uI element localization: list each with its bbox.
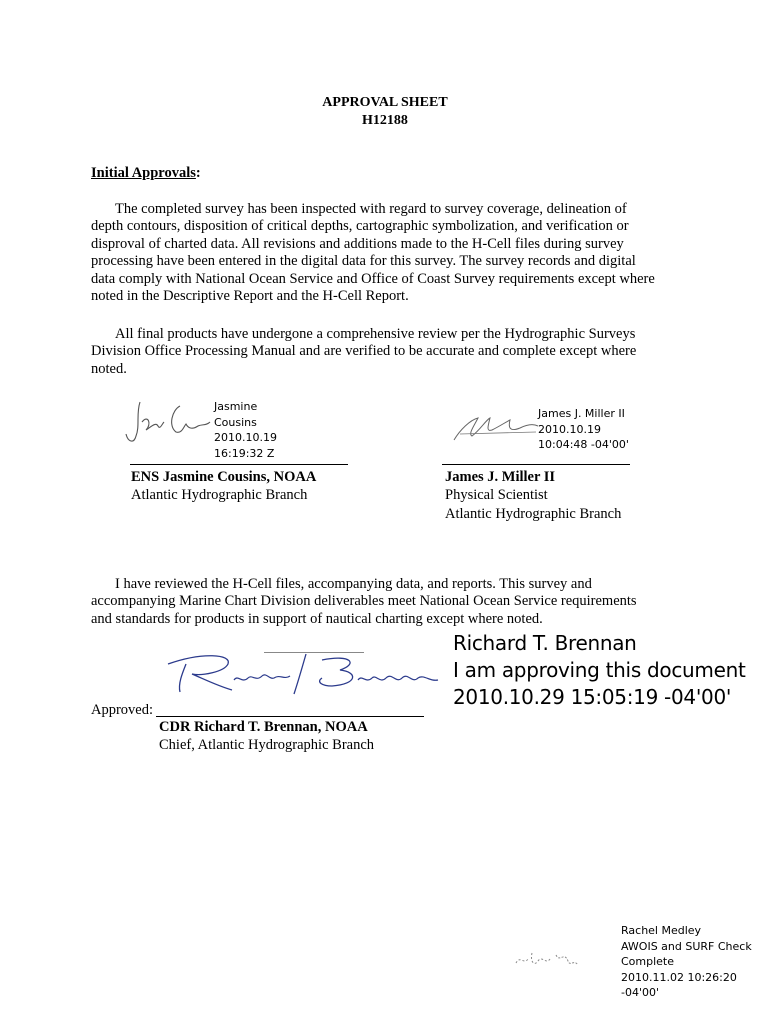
signature-richard-brennan xyxy=(162,650,452,700)
para1-line: The completed survey has been inspected with regard to survey coverage, delineation of xyxy=(115,201,627,217)
para1-line: depth contours, disposition of critical depths, cartographic symbolization, and verification or xyxy=(91,218,629,235)
approved-signature-line xyxy=(156,716,424,717)
review-line: I have reviewed the H-Cell files, accompanying data, and reports. This survey and xyxy=(115,576,592,592)
signer-left-title: Atlantic Hydrographic Branch xyxy=(131,487,308,503)
survey-id: H12188 xyxy=(362,113,408,128)
paragraph-initial xyxy=(91,201,691,305)
stamp-line: Richard T. Brennan xyxy=(453,631,637,655)
stamp-line: I am approving this document xyxy=(453,658,746,682)
stamp-line: James J. Miller II xyxy=(538,407,625,420)
stamp-line: AWOIS and SURF Check xyxy=(621,939,752,953)
stamp-line: Jasmine xyxy=(214,400,258,413)
heading-text: Initial Approvals xyxy=(91,165,196,181)
approved-label: Approved: xyxy=(91,702,154,718)
para2-line: noted. xyxy=(91,360,127,377)
stamp-line: 16:19:32 Z xyxy=(214,446,275,460)
paragraph-final-review xyxy=(91,576,691,628)
para1-line: processing have been entered in the digital data for this survey. The survey records and digital xyxy=(91,253,636,270)
para2-line: All final products have undergone a comprehensive review per the Hydrographic Surveys xyxy=(115,326,636,342)
approval-stamp xyxy=(453,630,746,711)
signer-left-name: ENS Jasmine Cousins, NOAA xyxy=(131,469,317,485)
stamp-line: 2010.11.02 10:26:20 xyxy=(621,970,737,984)
stamp-line: 10:04:48 -04'00' xyxy=(538,438,629,451)
para1-line: disproval of charted data. All revisions and additions made to the H-Cell files during survey xyxy=(91,235,624,252)
initial-approvals-heading xyxy=(91,165,201,182)
stamp-line: 2010.10.19 xyxy=(538,422,601,436)
document-title: APPROVAL SHEET xyxy=(322,95,448,110)
signer-right-name: James J. Miller II xyxy=(445,469,556,485)
review-line: accompanying Marine Chart Division deliverables meet National Ocean Service requirements xyxy=(91,593,637,610)
stamp-line: Complete xyxy=(621,955,675,968)
approver-name: CDR Richard T. Brennan, NOAA xyxy=(159,719,368,735)
signature-line-left xyxy=(130,464,348,465)
stamp-line: Cousins xyxy=(214,415,257,429)
signature-jasmine-cousins xyxy=(122,396,212,451)
signer-right-branch: Atlantic Hydrographic Branch xyxy=(445,506,622,522)
signature-james-miller xyxy=(450,412,540,446)
para2-line: Division Office Processing Manual and are verified to be accurate and complete except where xyxy=(91,343,637,360)
para1-line: noted in the Descriptive Report and the H-Cell Report. xyxy=(91,288,409,305)
signature-stamp-right xyxy=(538,406,629,453)
stamp-line: -04'00' xyxy=(621,986,660,999)
stamp-line: 2010.10.29 15:05:19 -04'00' xyxy=(453,685,732,709)
heading-colon: : xyxy=(195,165,201,181)
signature-rachel-medley xyxy=(512,945,582,975)
approver-title: Chief, Atlantic Hydrographic Branch xyxy=(159,737,375,753)
signature-line-right xyxy=(442,464,630,465)
para1-line: data comply with National Ocean Service and Office of Coast Survey requirements except where xyxy=(91,270,655,287)
signer-right-title: Physical Scientist xyxy=(445,487,548,503)
paragraph-final-products xyxy=(91,326,691,378)
stamp-line: 2010.10.19 xyxy=(214,431,277,444)
review-line: and standards for products in support of nautical charting except where noted. xyxy=(91,610,543,627)
check-stamp xyxy=(621,923,752,1001)
stamp-line: Rachel Medley xyxy=(621,924,702,937)
signature-stamp-left xyxy=(214,399,277,461)
